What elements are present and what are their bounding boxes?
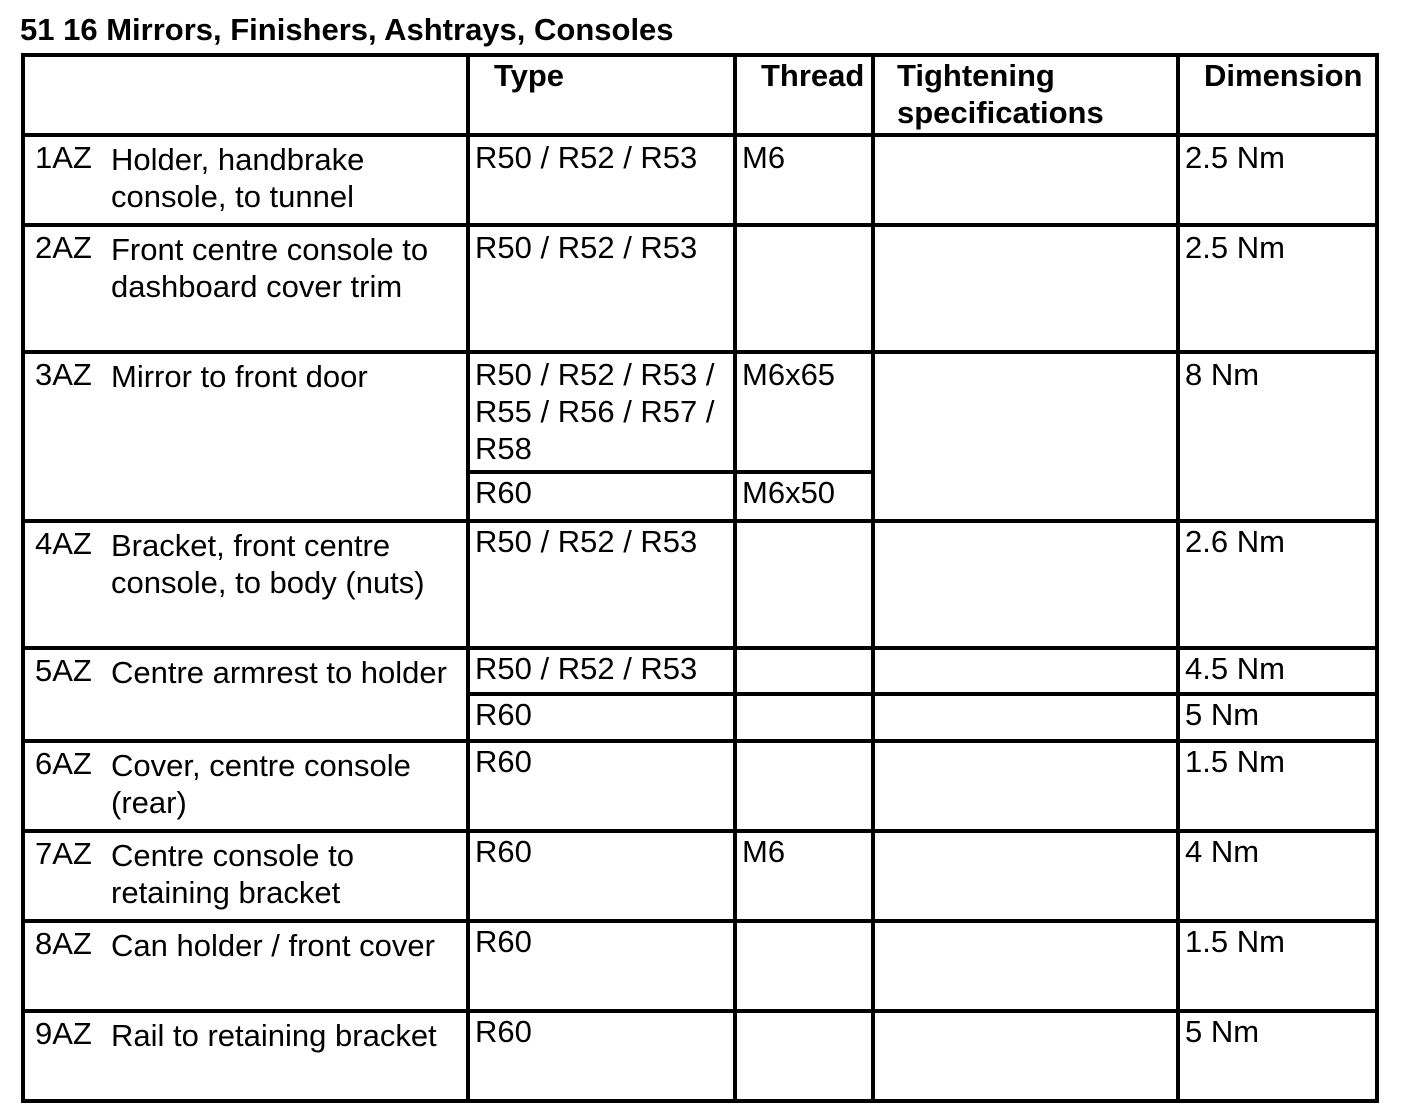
- item-cell: [23, 921, 468, 1011]
- item-description: Holder, handbrake console, to tunnel: [111, 142, 365, 214]
- dimension-cell: 1.5 Nm: [1178, 921, 1377, 1011]
- table-row: [23, 1011, 1377, 1101]
- item-id: 6AZ: [35, 746, 92, 781]
- dimension-cell: 1.5 Nm: [1178, 741, 1377, 831]
- dimension-cell: 8 Nm: [1178, 352, 1377, 521]
- header-type: Type: [468, 55, 735, 135]
- tightening-cell: [873, 648, 1178, 694]
- item-description: Bracket, front centre console, to body (nuts): [111, 528, 425, 600]
- thread-cell: M6: [735, 831, 873, 921]
- dimension-cell: 4 Nm: [1178, 831, 1377, 921]
- tightening-cell: [873, 694, 1178, 741]
- type-cell: R60: [468, 472, 735, 521]
- table-row: [23, 648, 1377, 694]
- dimension-cell: 2.6 Nm: [1178, 521, 1377, 648]
- thread-cell: [735, 694, 873, 741]
- item-description: Mirror to front door: [111, 359, 368, 394]
- item-id: 9AZ: [35, 1016, 92, 1051]
- table-row: [23, 521, 1377, 648]
- item-description: Rail to retaining bracket: [111, 1018, 437, 1053]
- item-cell: [23, 1011, 468, 1101]
- header-tightening: Tightening specifications: [873, 55, 1178, 135]
- type-cell: R50 / R52 / R53: [468, 521, 735, 648]
- document-title: 51 16 Mirrors, Finishers, Ashtrays, Consoles: [20, 12, 674, 47]
- tightening-cell: [873, 521, 1178, 648]
- header-item: [23, 55, 468, 135]
- item-id: 4AZ: [35, 526, 92, 561]
- thread-cell: M6x65: [735, 352, 873, 472]
- item-id: 3AZ: [35, 357, 92, 392]
- thread-cell: [735, 648, 873, 694]
- dimension-cell: 4.5 Nm: [1178, 648, 1377, 694]
- thread-cell: [735, 1011, 873, 1101]
- item-cell: [23, 831, 468, 921]
- table-row: [23, 921, 1377, 1011]
- item-id: 7AZ: [35, 836, 92, 871]
- tightening-cell: [873, 1011, 1178, 1101]
- torque-spec-table: [21, 53, 1379, 1103]
- type-cell: R60: [468, 831, 735, 921]
- table-row: [23, 135, 1377, 225]
- thread-cell: [735, 921, 873, 1011]
- thread-cell: [735, 225, 873, 352]
- item-cell: [23, 352, 468, 521]
- table-row: [23, 741, 1377, 831]
- dimension-cell: 2.5 Nm: [1178, 135, 1377, 225]
- type-cell: R50 / R52 / R53: [468, 135, 735, 225]
- header-thread: Thread: [735, 55, 873, 135]
- table-row: [23, 225, 1377, 352]
- type-cell: R50 / R52 / R53: [468, 225, 735, 352]
- table-row: [23, 352, 1377, 472]
- tightening-cell: [873, 831, 1178, 921]
- item-cell: [23, 225, 468, 352]
- item-description: Centre armrest to holder: [111, 655, 447, 690]
- item-description: Can holder / front cover: [111, 928, 435, 963]
- thread-cell: M6: [735, 135, 873, 225]
- dimension-cell: 5 Nm: [1178, 1011, 1377, 1101]
- table-row: [23, 831, 1377, 921]
- type-cell: R50 / R52 / R53 / R55 / R56 / R57 / R58: [468, 352, 735, 472]
- thread-cell: M6x50: [735, 472, 873, 521]
- type-cell: R60: [468, 741, 735, 831]
- item-description: Front centre console to dashboard cover trim: [111, 232, 429, 304]
- tightening-cell: [873, 225, 1178, 352]
- item-description: Centre console to retaining bracket: [111, 838, 354, 910]
- item-cell: [23, 741, 468, 831]
- type-cell: R50 / R52 / R53: [468, 648, 735, 694]
- dimension-cell: 2.5 Nm: [1178, 225, 1377, 352]
- header-row: [23, 55, 1377, 135]
- thread-cell: [735, 521, 873, 648]
- tightening-cell: [873, 741, 1178, 831]
- item-cell: [23, 521, 468, 648]
- tightening-cell: [873, 921, 1178, 1011]
- thread-cell: [735, 741, 873, 831]
- type-cell: R60: [468, 1011, 735, 1101]
- item-id: 5AZ: [35, 653, 92, 688]
- item-description: Cover, centre console (rear): [111, 748, 411, 820]
- dimension-cell: 5 Nm: [1178, 694, 1377, 741]
- item-cell: [23, 648, 468, 741]
- type-cell: R60: [468, 921, 735, 1011]
- tightening-cell: [873, 352, 1178, 521]
- type-cell: R60: [468, 694, 735, 741]
- header-dimension: Dimension: [1178, 55, 1377, 135]
- item-id: 8AZ: [35, 926, 92, 961]
- tightening-cell: [873, 135, 1178, 225]
- item-id: 1AZ: [35, 140, 92, 175]
- item-cell: [23, 135, 468, 225]
- item-id: 2AZ: [35, 230, 92, 265]
